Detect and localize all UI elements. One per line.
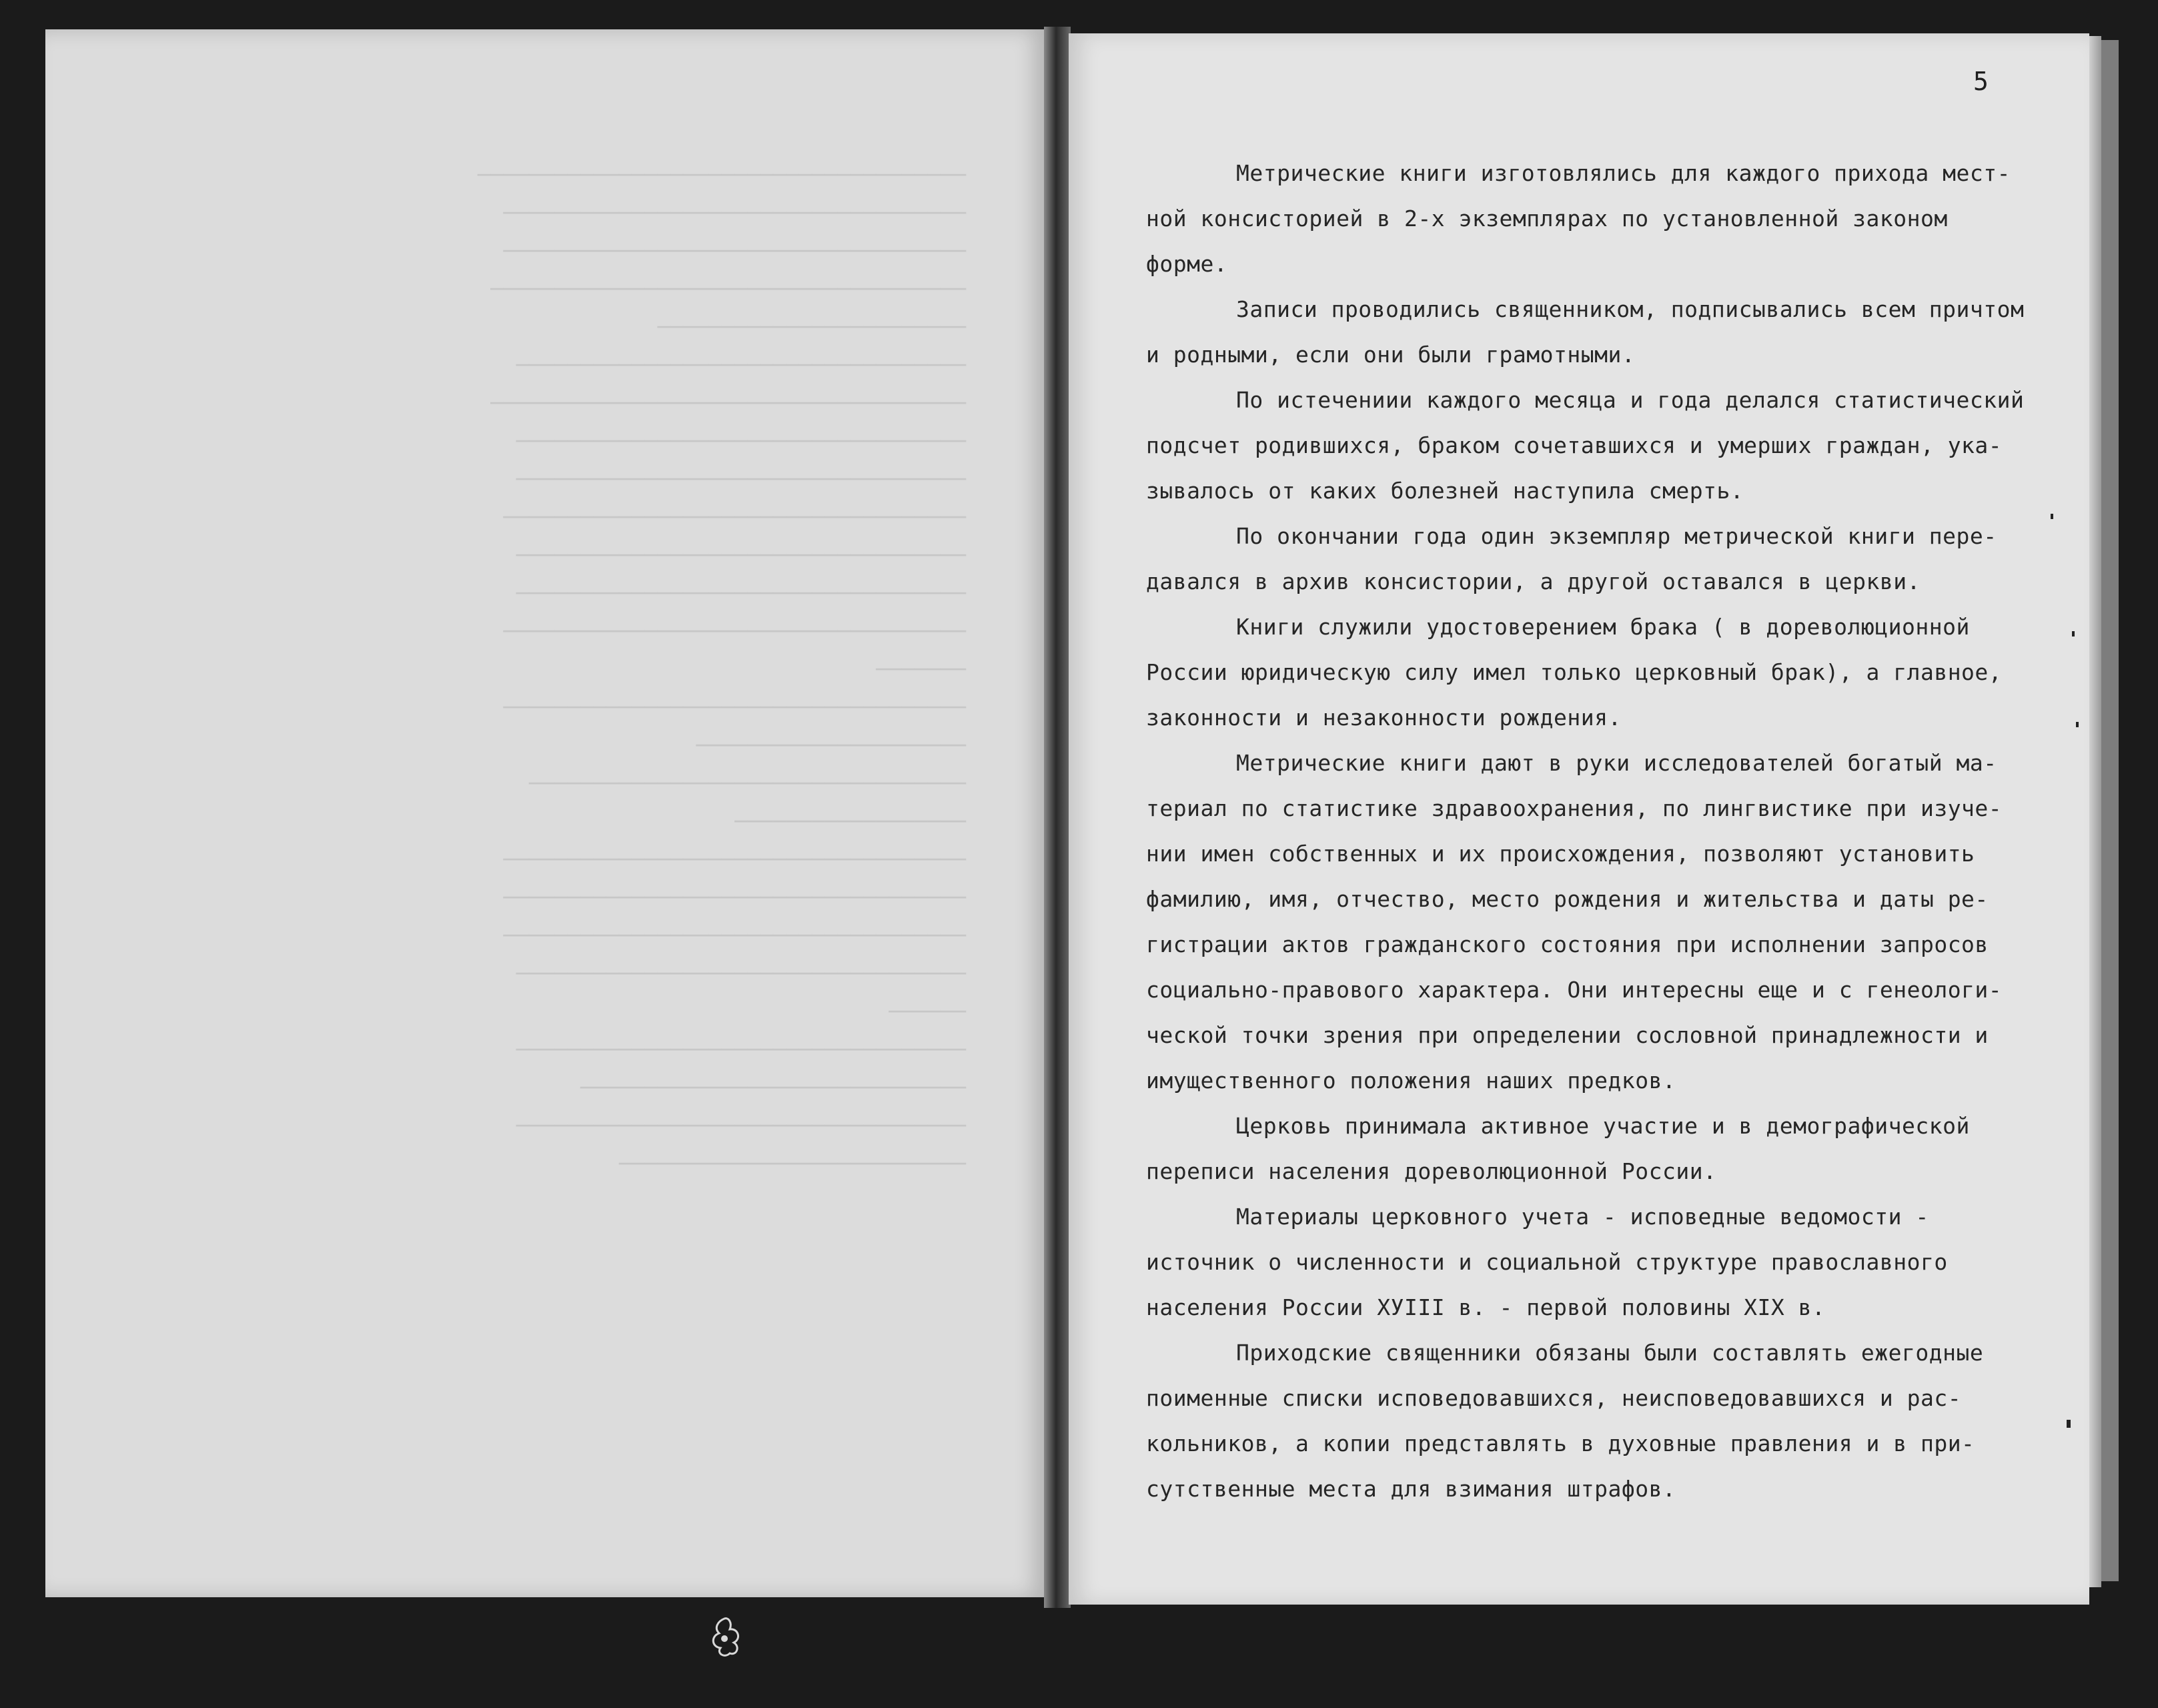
margin-mark [2051, 514, 2053, 519]
left-page-bleed-through: ────────────────────────────────────── ──────────────────────────────────── ──────────────────────────────────── ───────────────────────────────────── ──────────────────────── ─────────────────────────────────── ───────────────────────────────────── ─────────────────────────────────── ─────────────────────────────────── ──────────────────────────────────── ─────────────────────────────────── ─────────────────────────────────── ──────────────────────────────────── ─────── ──────────────────────────────────── ───────────────────── ────────────────────────────────── ────────────────── ──────────────────────────────────── ──────────────────────────────────── ──────────────────────────────────── ─────────────────────────────────── ────── ─────────────────────────────────── ────────────────────────────── ─────────────────────────────────── ─────────────────────────── [477, 162, 966, 1176]
text-line: териал по статистике здравоохранения, по лингвистике при изуче- [1146, 795, 2003, 821]
text-line: форме. [1146, 251, 1228, 277]
text-line: подсчет родившихся, браком сочетавшихся и умерших граждан, ука- [1146, 432, 2003, 458]
text-line: давался в архив консистории, а другой оставался в церкви. [1146, 568, 1921, 594]
text-line: и родными, если они были грамотными. [1146, 342, 1636, 368]
text-line: переписи населения дореволюционной России. [1146, 1158, 1717, 1184]
text-line: Приходские священники обязаны были составлять ежегодные [1236, 1340, 1984, 1366]
page-edge [2089, 36, 2101, 1587]
text-line: кольников, а копии представлять в духовные правления и в при- [1146, 1430, 1975, 1456]
text-line: Записи проводились священником, подписывались всем причтом [1236, 296, 2025, 322]
text-line: фамилию, имя, отчество, место рождения и жительства и даты ре- [1146, 886, 1989, 912]
paragraph-2 [1146, 287, 2033, 378]
margin-mark [2076, 722, 2079, 727]
text-line: Метрические книги изготовлялись для каждого прихода мест- [1236, 160, 2011, 186]
text-line: гистрации актов гражданского состояния при исполнении запросов [1146, 931, 1989, 957]
text-line: законности и незаконности рождения. [1146, 705, 1622, 731]
book-cover-edge [2101, 40, 2119, 1581]
text-line: поименные списки исповедовавшихся, неисповедовавшихся и рас- [1146, 1385, 1962, 1411]
left-page [45, 29, 1046, 1597]
paragraph-6 [1146, 741, 2033, 1104]
document-body [1146, 151, 2033, 1512]
margin-mark [2067, 1420, 2071, 1428]
page-number: 5 [1973, 67, 1989, 96]
text-line: зывалось от каких болезней наступила смерть. [1146, 478, 1744, 504]
text-line: населения России ХУIII в. - первой половины XIX в. [1146, 1294, 1826, 1320]
margin-mark [2072, 631, 2075, 636]
paragraph-7 [1146, 1104, 2033, 1194]
paragraph-1 [1146, 151, 2033, 287]
text-line: Церковь принимала активное участие и в демографической [1236, 1113, 1970, 1139]
text-line: Книги служили удостоверением брака ( в дореволюционной [1236, 614, 1970, 640]
text-line: ческой точки зрения при определении сословной принадлежности и [1146, 1022, 1989, 1048]
paragraph-3 [1146, 378, 2033, 514]
text-line: Метрические книги дают в руки исследователей богатый ма- [1236, 750, 1997, 776]
text-line: ной консисторией в 2-х экземплярах по установленной законом [1146, 205, 1948, 232]
archive-stamp-icon [704, 1615, 744, 1661]
paragraph-5 [1146, 604, 2033, 741]
text-line: сутственные места для взимания штрафов. [1146, 1476, 1676, 1502]
paragraph-9 [1146, 1330, 2033, 1512]
text-line: источник о численности и социальной структуре православного [1146, 1249, 1948, 1275]
text-line: имущественного положения наших предков. [1146, 1068, 1676, 1094]
paragraph-8 [1146, 1194, 2033, 1330]
text-line: По окончании года один экземпляр метрической книги пере- [1236, 523, 1997, 549]
text-line: России юридическую силу имел только церковный брак), а главное, [1146, 659, 2003, 685]
text-line: По истечениии каждого месяца и года делался статистический [1236, 387, 2025, 413]
text-line: Материалы церковного учета - исповедные ведомости - [1236, 1204, 1929, 1230]
text-line: социально-правового характера. Они интересны еще и с генеологи- [1146, 977, 2003, 1003]
book-gutter [1044, 27, 1071, 1608]
text-line: нии имен собственных и их происхождения, позволяют установить [1146, 841, 1975, 867]
paragraph-4 [1146, 514, 2033, 604]
